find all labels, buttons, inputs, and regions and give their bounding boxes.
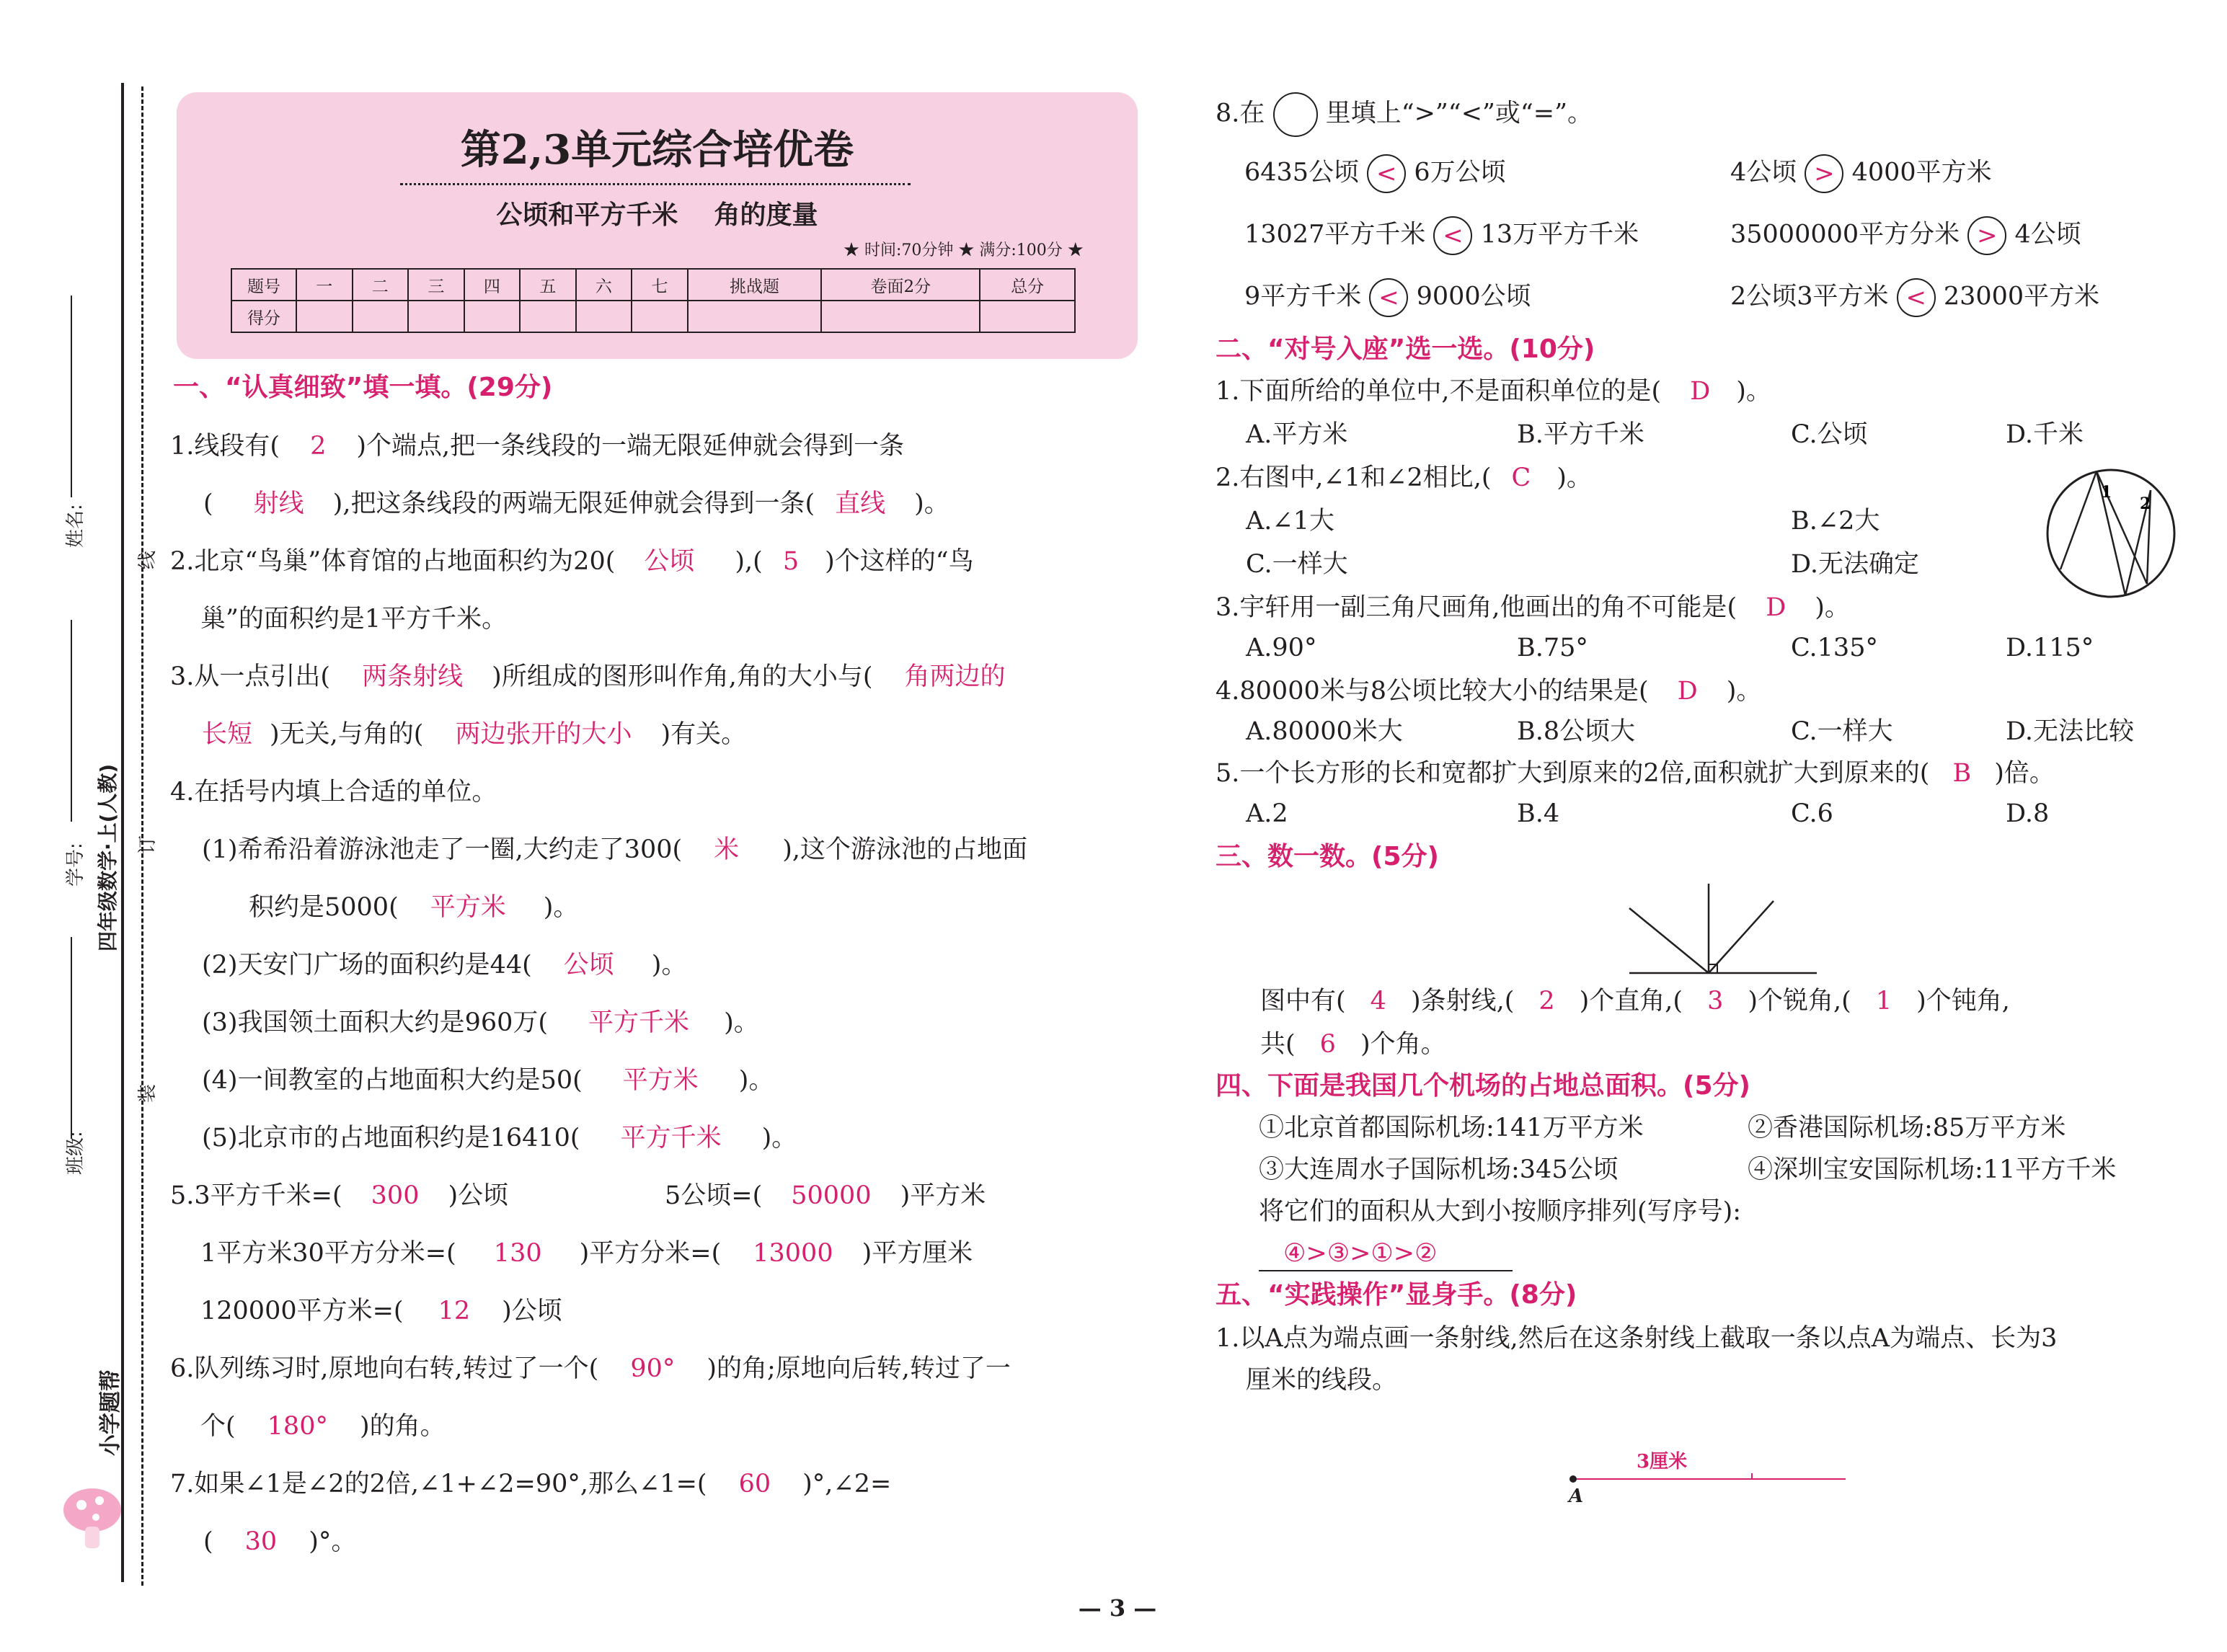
answer: 米 [714, 835, 740, 864]
q4-1-line2: 积约是5000( 平方米 )。 [249, 893, 579, 922]
option: A.2 [1246, 799, 1288, 828]
s3-line1: 图中有( 4 )条射线,( 2 )个直角,( 3 )个锐角,( 1 )个钝角, [1260, 987, 2010, 1016]
compare-answer: < [1367, 154, 1406, 193]
score-table [231, 268, 1076, 333]
score-input[interactable] [408, 301, 464, 332]
name-label: 姓名: [65, 504, 87, 548]
score-row-label: 得分 [231, 301, 296, 332]
answer: 4 [1370, 987, 1386, 1016]
option: D.无法比较 [2006, 717, 2134, 746]
class-field[interactable] [71, 937, 72, 1139]
score-cell: 卷面2分 [821, 269, 980, 301]
page-subtitle: 公顷和平方千米 角的度量 [496, 200, 818, 230]
rays-figure [1615, 879, 1831, 980]
s4-answer: ④>③>①>② [1283, 1239, 1438, 1268]
option: B.8公顷大 [1517, 717, 1636, 746]
q7-line1: 7.如果∠1是∠2的2倍,∠1+∠2=90°,那么∠1=( 60 )°,∠2= [170, 1470, 892, 1498]
option: C.一样大 [1246, 550, 1348, 579]
airport-item: ③大连周水子国际机场:345公顷 [1259, 1155, 1619, 1184]
page-title: 第2,3单元综合培优卷 [460, 126, 854, 174]
answer: 两条射线 [362, 662, 464, 691]
answer: 平方千米 [620, 1124, 722, 1153]
s5-line1: 1.以A点为端点画一条射线,然后在这条射线上截取一条以点A为端点、长为3 [1216, 1324, 2058, 1353]
score-cell: 六 [576, 269, 632, 301]
option: A.∠1大 [1246, 507, 1334, 536]
option: C.135° [1791, 634, 1878, 662]
option: B.∠2大 [1791, 507, 1880, 536]
score-cell: 一 [296, 269, 353, 301]
option: C.公顷 [1791, 420, 1868, 449]
cmp-row: 2公顷3平方米 < 23000平方米 [1730, 278, 2099, 317]
compare-answer: < [1369, 278, 1408, 317]
answer: 300 [371, 1181, 420, 1210]
score-cell: 七 [632, 269, 688, 301]
q5-line2: 1平方米30平方分米=( 130 )平方分米=( 13000 )平方厘米 [200, 1239, 973, 1268]
q5-line3: 120000平方米=( 12 )公顷 [200, 1297, 562, 1325]
answer: 公顷 [563, 951, 614, 980]
answer: 平方米 [430, 893, 506, 922]
q5-line1: 5.3平方千米=( 300 )公顷 [170, 1181, 509, 1210]
answer: 90° [630, 1354, 676, 1383]
score-cell: 二 [353, 269, 409, 301]
name-field[interactable] [71, 296, 72, 497]
point-a-label: A [1569, 1486, 1584, 1506]
q2-line1: 2.北京“鸟巢”体育馆的占地面积约为20( 公顷 ),( 5 )个这样的“鸟 [170, 547, 974, 576]
student-no-field[interactable] [71, 620, 72, 822]
option: B.平方千米 [1517, 420, 1644, 449]
score-input[interactable] [576, 301, 632, 332]
answer: 50000 [791, 1181, 872, 1210]
q2-line2: 巢”的面积约是1平方千米。 [200, 605, 508, 634]
angle-1-label: 1 [2101, 483, 2112, 502]
compare-answer: < [1433, 216, 1472, 255]
answer: 角两边的 [904, 662, 1006, 691]
exam-meta: ★ 时间:70分钟 ★ 满分:100分 ★ [844, 241, 1084, 259]
cmp-row: 9平方千米 < 9000公顷 [1244, 278, 1531, 317]
section-2-heading: 二、“对号入座”选一选。(10分) [1216, 334, 1595, 364]
s4-question: 将它们的面积从大到小按顺序排列(写序号): [1259, 1197, 1742, 1226]
q4-2: (2)天安门广场的面积约是44( 公顷 )。 [202, 951, 687, 980]
q6-line2: 个( 180° )的角。 [200, 1412, 446, 1441]
q4-3: (3)我国领土面积大约是960万( 平方千米 )。 [202, 1008, 759, 1037]
cut-mark-pack: 装 [137, 1083, 159, 1103]
option: D.115° [2006, 634, 2094, 662]
grade-label: 四年级数学·上(人教) [96, 763, 120, 951]
q7-line2: ( 30 )°。 [203, 1527, 357, 1556]
answer: 长短 [202, 720, 253, 749]
answer: 直线 [835, 489, 886, 518]
cmp-row: 6435公顷 < 6万公顷 [1244, 154, 1506, 193]
score-input[interactable] [821, 301, 980, 332]
answer: D [1766, 593, 1787, 622]
circle-angle-figure [2039, 461, 2183, 605]
c3: 3.宇轩用一副三角尺画角,他画出的角不可能是( D )。 [1216, 593, 1850, 622]
score-cell: 题号 [231, 269, 296, 301]
q3-line1: 3.从一点引出( 两条射线 )所组成的图形叫作角,角的大小与( 角两边的 [170, 662, 1006, 691]
cmp-row: 35000000平方分米 > 4公顷 [1730, 216, 2081, 255]
q5-line1b: 5公顷=( 50000 )平方米 [665, 1181, 986, 1210]
option: D.8 [2006, 799, 2050, 828]
score-cell: 五 [520, 269, 576, 301]
q3-line2: 长短 )无关,与角的( 两边张开的大小 )有关。 [202, 720, 747, 749]
answer: D [1690, 377, 1711, 406]
answer: 130 [493, 1239, 542, 1268]
answer: 平方千米 [588, 1008, 690, 1037]
s3-line2: 共( 6 )个角。 [1260, 1030, 1446, 1059]
cmp-row: 4公顷 > 4000平方米 [1730, 154, 1992, 193]
answer: 180° [267, 1412, 328, 1441]
option: A.90° [1246, 634, 1317, 662]
answer: 公顷 [644, 547, 695, 576]
section-5-heading: 五、“实践操作”显身手。(8分) [1216, 1280, 1577, 1310]
segment-length-label: 3厘米 [1637, 1451, 1688, 1473]
header-box [177, 92, 1138, 359]
title-dotted-rule [400, 183, 911, 185]
airport-item: ④深圳宝安国际机场:11平方千米 [1748, 1155, 2117, 1184]
compare-answer: < [1897, 278, 1936, 317]
option: D.无法确定 [1791, 550, 1919, 579]
answer: 2 [310, 432, 327, 461]
brand-label: 小学题帮 [98, 1369, 123, 1456]
class-label: 班级: [65, 1131, 87, 1175]
option: B.75° [1517, 634, 1588, 662]
cut-mark-line: 线 [137, 550, 159, 569]
page-number: — 3 — [1078, 1594, 1157, 1622]
q4-heading: 4.在括号内填上合适的单位。 [170, 778, 497, 807]
option: A.平方米 [1246, 420, 1348, 449]
score-cell: 三 [408, 269, 464, 301]
airport-item: ①北京首都国际机场:141万平方米 [1259, 1114, 1644, 1142]
answer: 60 [738, 1470, 771, 1498]
score-input[interactable] [353, 301, 409, 332]
student-no-label: 学号: [65, 843, 87, 887]
answer: 12 [438, 1297, 471, 1325]
section-1-heading: 一、“认真细致”填一填。(29分) [173, 373, 553, 402]
mushroom-logo-icon [56, 1470, 128, 1557]
q4-1-line1: (1)希希沿着游泳池走了一圈,大约走了300( 米 ),这个游泳池的占地面 [202, 835, 1027, 864]
answer: D [1677, 677, 1698, 706]
score-input[interactable] [296, 301, 353, 332]
q1-line2: ( 射线 ),把这条线段的两端无限延伸就会得到一条( 直线 )。 [203, 489, 949, 518]
q6-line1: 6.队列练习时,原地向右转,转过了一个( 90° )的角;原地向后转,转过了一 [170, 1354, 1011, 1383]
score-input[interactable] [520, 301, 576, 332]
cut-mark-bind: 订 [137, 835, 159, 854]
blank-circle-icon [1273, 92, 1318, 137]
answer: 30 [244, 1527, 278, 1556]
answer: C [1511, 463, 1531, 492]
angle-2-label: 2 [2140, 494, 2151, 513]
score-table-header-row [231, 269, 1075, 301]
answer: 3 [1707, 987, 1724, 1016]
answer: 2 [1538, 987, 1555, 1016]
score-input[interactable] [688, 301, 822, 332]
option: B.4 [1517, 799, 1560, 828]
option: A.80000米大 [1246, 717, 1403, 746]
cmp-row: 13027平方千米 < 13万平方千米 [1244, 216, 1639, 255]
s5-line2: 厘米的线段。 [1246, 1366, 1398, 1395]
c5: 5.一个长方形的长和宽都扩大到原来的2倍,面积就扩大到原来的( B )倍。 [1216, 759, 2055, 788]
airport-item: ②香港国际机场:85万平方米 [1748, 1114, 2066, 1142]
answer: 6 [1319, 1030, 1336, 1059]
c2: 2.右图中,∠1和∠2相比,( C )。 [1216, 463, 1592, 492]
answer: 两边张开的大小 [455, 720, 632, 749]
score-input[interactable] [632, 301, 688, 332]
c1: 1.下面所给的单位中,不是面积单位的是( D )。 [1216, 377, 1771, 406]
score-table-score-row [231, 301, 1075, 332]
score-cell: 四 [464, 269, 521, 301]
q8-heading: 8.在 里填上“>”“<”或“=”。 [1216, 92, 1593, 137]
binding-margin [0, 0, 159, 1652]
option: C.6 [1791, 799, 1833, 828]
score-input[interactable] [980, 301, 1075, 332]
section-4-heading: 四、下面是我国几个机场的占地总面积。(5分) [1216, 1071, 1750, 1101]
option: D.千米 [2006, 420, 2084, 449]
answer: B [1952, 759, 1972, 788]
answer: 5 [782, 547, 800, 576]
segment-figure [1564, 1442, 1867, 1506]
answer: 1 [1875, 987, 1892, 1016]
answer: 射线 [253, 489, 304, 518]
score-input[interactable] [464, 301, 521, 332]
answer: 平方米 [622, 1066, 699, 1095]
q4-5: (5)北京市的占地面积约是16410( 平方千米 )。 [202, 1124, 797, 1153]
c4: 4.80000米与8公顷比较大小的结果是( D )。 [1216, 677, 1762, 706]
q4-4: (4)一间教室的占地面积大约是50( 平方米 )。 [202, 1066, 774, 1095]
s4-answer-underline [1259, 1270, 1513, 1271]
section-3-heading: 三、数一数。(5分) [1216, 842, 1439, 871]
score-cell: 总分 [980, 269, 1075, 301]
compare-answer: > [1805, 154, 1843, 193]
answer: 13000 [753, 1239, 833, 1268]
sidebar-rule [121, 83, 124, 1582]
option: C.一样大 [1791, 717, 1893, 746]
compare-answer: > [1967, 216, 2006, 255]
score-cell: 挑战题 [688, 269, 822, 301]
q1-line1: 1.线段有( 2 )个端点,把一条线段的一端无限延伸就会得到一条 [170, 432, 905, 461]
